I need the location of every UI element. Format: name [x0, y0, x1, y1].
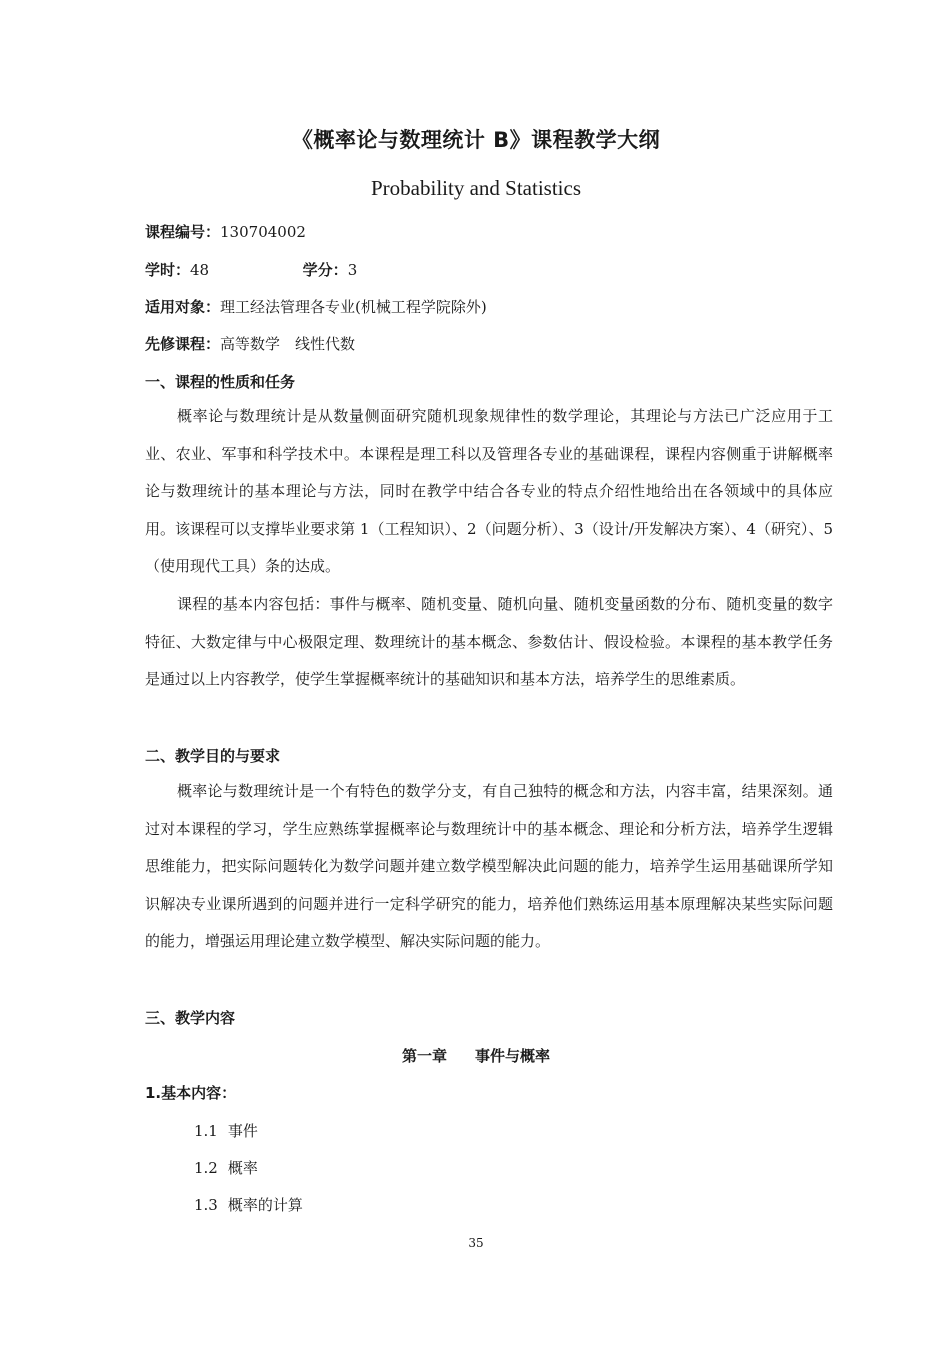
list-item	[194, 1121, 258, 1141]
document-title: 《概率论与数理统计 B》课程教学大纲	[291, 128, 661, 152]
prereq-value: 高等数学 线性代数	[220, 335, 356, 353]
section1-paragraph-2: 课程的基本内容包括：事件与概率、随机变量、随机向量、随机变量函数的分布、随机变量的数字特征、大数定律与中心极限定理、数理统计的基本概念、参数估计、假设检验。本课程的基本教学任务是通过以上内容教学，使学生掌握概率统计的基础知识和基本方法，培养学生的思维素质。	[145, 595, 833, 688]
list-item-text: 概率	[227, 1159, 258, 1177]
chapter-title: 事件与概率	[475, 1047, 551, 1065]
section3-heading: 三、教学内容	[145, 1009, 236, 1027]
credits-value: 3	[347, 261, 358, 279]
audience-line	[145, 297, 487, 317]
list-item-number: 1.3	[194, 1196, 218, 1214]
section1-paragraph-1: 概率论与数理统计是从数量侧面研究随机现象规律性的数学理论，其理论与方法已广泛应用于工业、农业、军事和科学技术中。本课程是理工科以及管理各专业的基础课程，课程内容侧重于讲解概率论与数理统计的基本理论与方法，同时在教学中结合各专业的特点介绍性地给出在各领域中的具体应用。该课程可以支撑毕业要求第 1（工程知识）、2（问题分析）、3（设计/开发解决方案）、4（研究）、5（使用现代工具）条的达成。	[145, 407, 833, 575]
hours-label: 学时：	[145, 261, 191, 279]
list-item-number: 1.1	[194, 1122, 218, 1140]
course-code-label: 课程编号：	[145, 223, 221, 241]
prereq-label: 先修课程：	[145, 335, 221, 353]
chapter-heading	[0, 1045, 952, 1066]
audience-label: 适用对象：	[145, 298, 221, 316]
list-item-text: 概率的计算	[227, 1196, 303, 1214]
hours-value: 48	[190, 261, 210, 279]
page-number: 35	[468, 1236, 484, 1250]
list-item-number: 1.2	[194, 1159, 218, 1177]
section2-paragraph-1: 概率论与数理统计是一个有特色的数学分支，有自己独特的概念和方法，内容丰富，结果深刻。通过对本课程的学习，学生应熟练掌握概率论与数理统计中的基本概念、理论和分析方法，培养学生逻辑思维能力，把实际问题转化为数学问题并建立数学模型解决此问题的能力，培养学生运用基础课所学知识解决专业课所遇到的问题并进行一定科学研究的能力，培养他们熟练运用基本原理解决某些实际问题的能力，增强运用理论建立数学模型、解决实际问题的能力。	[145, 782, 833, 950]
credits-label: 学分：	[302, 261, 348, 279]
course-code-line	[145, 222, 306, 242]
audience-value: 理工经法管理各专业(机械工程学院除外)	[220, 298, 487, 316]
course-code-value: 130704002	[220, 223, 306, 241]
list-item	[194, 1195, 303, 1215]
document-subtitle: Probability and Statistics	[371, 176, 581, 200]
list-item	[194, 1158, 258, 1178]
section2-heading: 二、教学目的与要求	[145, 747, 281, 765]
basic-content-label: 1.基本内容：	[145, 1084, 237, 1102]
chapter-number: 第一章	[401, 1047, 447, 1065]
list-item-text: 事件	[227, 1122, 258, 1140]
hours-credits-line	[145, 260, 357, 280]
section1-heading: 一、课程的性质和任务	[145, 373, 296, 391]
prereq-line	[145, 334, 355, 354]
